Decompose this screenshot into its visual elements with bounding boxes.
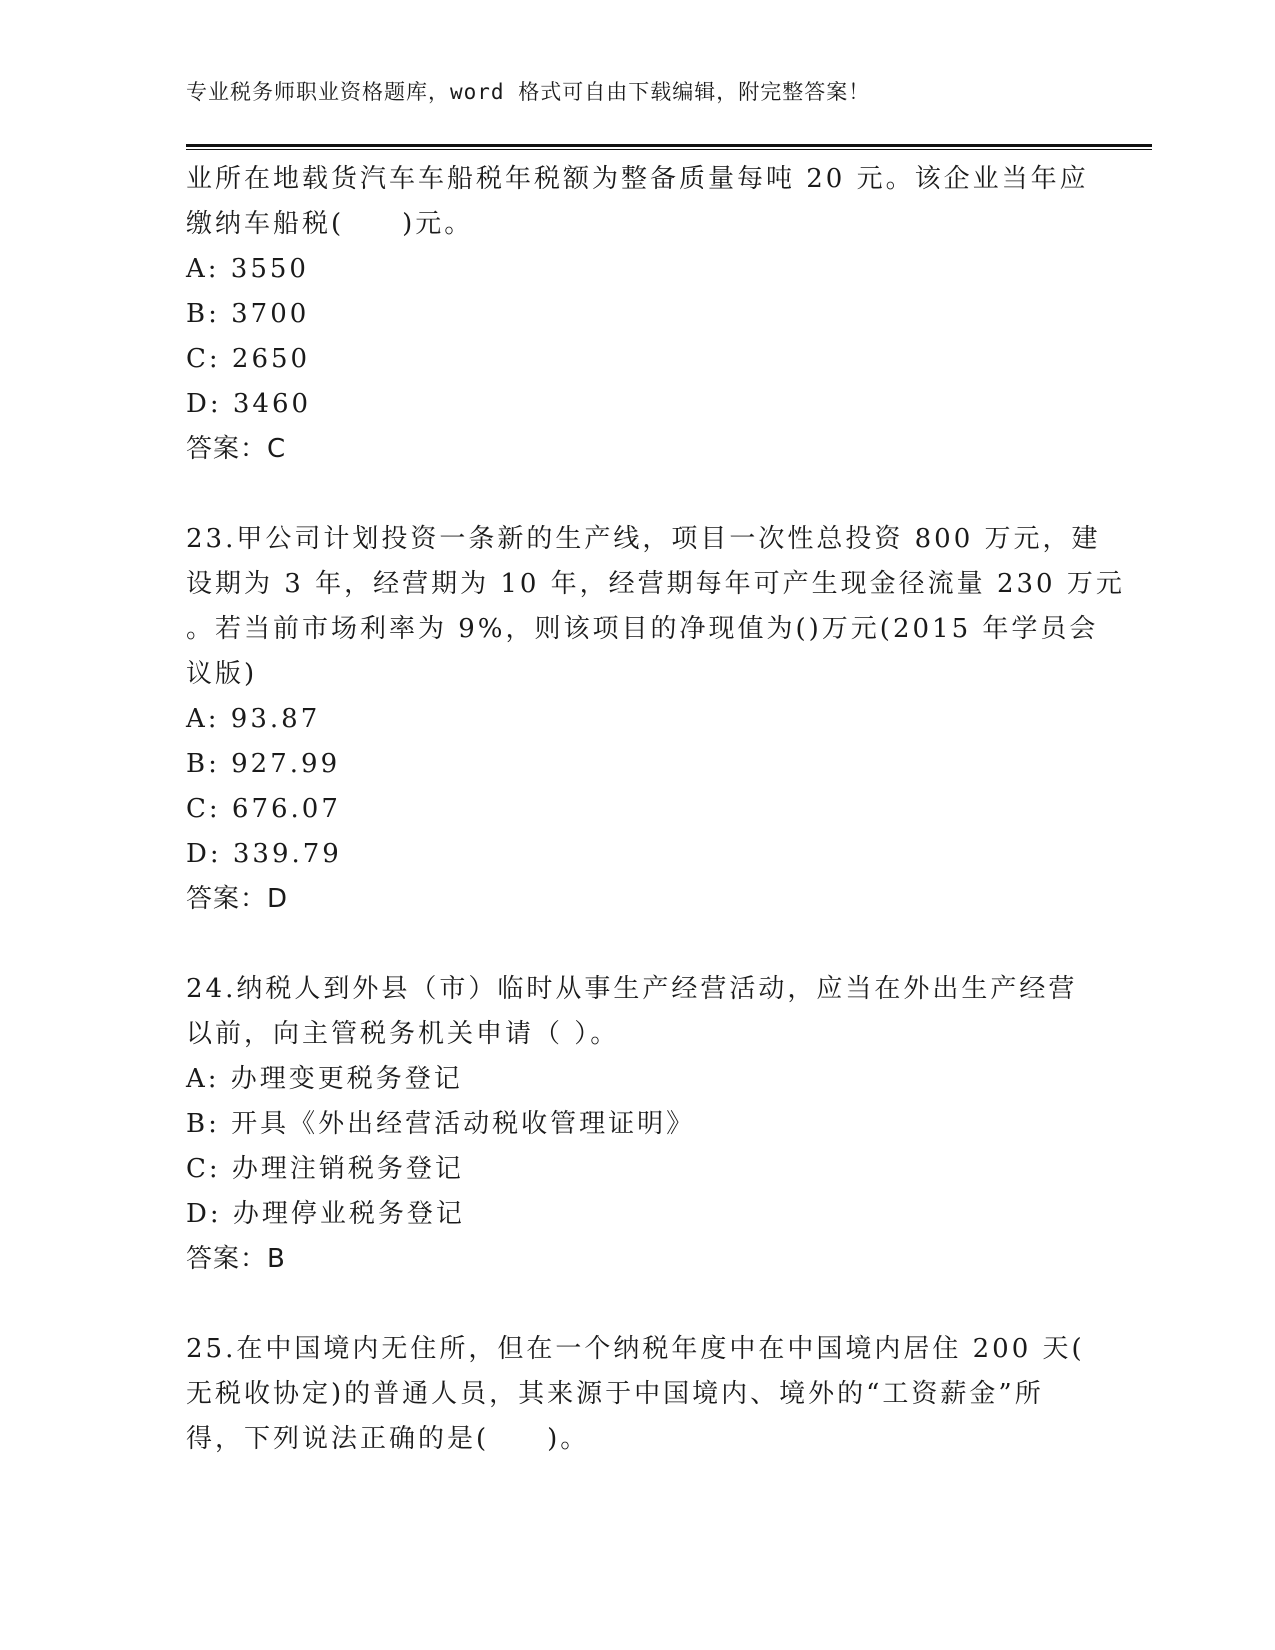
page-header: 专业税务师职业资格题库，word 格式可自由下载编辑，附完整答案！ — [186, 80, 871, 104]
option-a: A: 3550 — [186, 254, 309, 284]
header-divider-thin — [186, 149, 1152, 150]
header-divider-thick — [186, 144, 1152, 147]
question-block — [186, 1327, 1086, 1462]
question-text-line: 议版) — [186, 659, 258, 689]
option-c: C: 676.07 — [186, 794, 341, 824]
option-b: B: 927.99 — [186, 749, 341, 779]
question-text-line: 得，下列说法正确的是( )。 — [186, 1424, 590, 1454]
option-c: C: 办理注销税务登记 — [186, 1154, 464, 1184]
option-c: C: 2650 — [186, 344, 311, 374]
question-text-line: 。若当前市场利率为 9%，则该项目的净现值为()万元(2015 年学员会 — [186, 614, 1099, 644]
question-text-line: 以前，向主管税务机关申请（ ）。 — [186, 1019, 620, 1049]
question-text-line: 23.甲公司计划投资一条新的生产线，项目一次性总投资 800 万元，建 — [186, 524, 1101, 554]
option-d: D: 3460 — [186, 389, 312, 419]
question-text-line: 设期为 3 年，经营期为 10 年，经营期每年可产生现金径流量 230 万元 — [186, 569, 1125, 599]
question-block — [186, 517, 1125, 922]
option-b: B: 开具《外出经营活动税收管理证明》 — [186, 1109, 696, 1139]
question-content — [186, 157, 1125, 1462]
question-text-line: 业所在地载货汽车车船税年税额为整备质量每吨 20 元。该企业当年应 — [186, 164, 1089, 194]
question-text-line: 缴纳车船税( )元。 — [186, 209, 474, 239]
question-text-line: 无税收协定)的普通人员，其来源于中国境内、境外的“工资薪金”所 — [186, 1379, 1044, 1409]
question-block — [186, 967, 1086, 1282]
option-a: A: 办理变更税务登记 — [186, 1064, 463, 1094]
question-text-line: 25.在中国境内无住所，但在一个纳税年度中在中国境内居住 200 天( — [186, 1334, 1085, 1364]
answer-label: 答案：B — [186, 1244, 286, 1274]
answer-label: 答案：C — [186, 434, 287, 464]
option-a: A: 93.87 — [186, 704, 321, 734]
question-text-line: 24.纳税人到外县（市）临时从事生产经营活动，应当在外出生产经营 — [186, 974, 1078, 1004]
option-d: D: 339.79 — [186, 839, 342, 869]
question-block — [186, 157, 1089, 472]
option-d: D: 办理停业税务登记 — [186, 1199, 465, 1229]
option-b: B: 3700 — [186, 299, 310, 329]
answer-label: 答案：D — [186, 884, 289, 914]
